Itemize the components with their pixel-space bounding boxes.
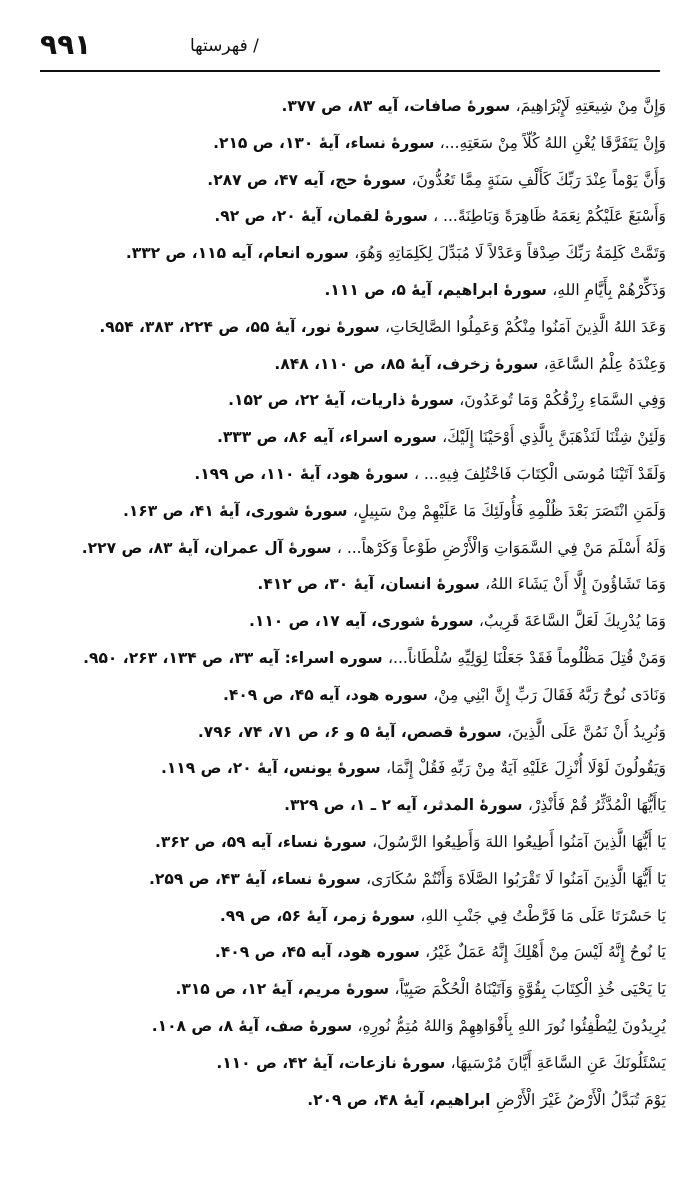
verse-text: وَنَادَى نُوحٌ رَبَّهُ فَقَالَ رَبِّ إِنَّ ابْنِي مِنْ، <box>433 685 666 704</box>
verse-text: يَا أَيُّهَا الَّذِينَ آمَنُوا أَطِيعُوا اللهَ وَأَطِيعُوا الرَّسُولَ، <box>372 832 666 851</box>
index-entry <box>56 824 666 861</box>
verse-reference: سوره هود، آیه ۴۵، ص ۴۰۹. <box>222 685 434 704</box>
index-entry <box>56 1082 666 1119</box>
verse-text: وَنُرِيدُ أَنْ نَمُنَّ عَلَى الَّذِينَ، <box>507 722 666 741</box>
verse-reference: سورهٔ مریم، آیهٔ ۱۲، ص ۳۱۵. <box>175 980 395 999</box>
verse-reference: سورهٔ نساء، آیه ۵۹، ص ۳۶۲. <box>154 832 373 851</box>
verse-reference: سوره انعام، آیه ۱۱۵، ص ۳۳۲. <box>125 244 355 263</box>
index-entry <box>56 787 666 824</box>
index-entry <box>56 861 666 898</box>
index-entry <box>56 456 666 493</box>
verse-reference: سورهٔ قصص، آیهٔ ۵ و ۶، ص ۷۱، ۷۴، ۷۹۶. <box>197 722 508 741</box>
index-entry <box>56 677 666 714</box>
verse-text: يَا نُوحُ إِنَّهُ لَيْسَ مِنْ أَهْلِكَ إِنَّهُ عَمَلٌ غَيْرُ، <box>425 943 666 962</box>
verse-text: وَمَا تَشَاؤُونَ إِلَّا أَنْ يَشَاءَ اللهُ، <box>485 575 666 594</box>
index-entry <box>56 382 666 419</box>
verse-reference: سورهٔ نساء، آیهٔ ۴۳، ص ۲۵۹. <box>149 869 367 888</box>
verse-text: يَوْمَ تُبَدَّلُ الْأَرْضُ غَيْرَ الْأَرْضِ <box>495 1090 666 1109</box>
verse-text: وَعِنْدَهُ عِلْمُ السَّاعَةِ، <box>543 354 666 373</box>
verse-reference: ابراهیم، آیهٔ ۴۸، ص ۲۰۹. <box>307 1090 496 1109</box>
verse-reference: سورهٔ زمر، آیهٔ ۵۶، ص ۹۹. <box>219 906 421 925</box>
verse-text: وَأَنَّ يَوْماً عِنْدَ رَبِّكَ كَأَلْفِ سَنَةٍ مِمَّا تَعُدُّونَ، <box>411 170 666 189</box>
index-entry <box>56 162 666 199</box>
index-entry <box>56 714 666 751</box>
verse-text: وَمَا يُدْرِيكَ لَعَلَّ السَّاعَةَ قَرِيبٌ، <box>478 612 666 631</box>
verse-reference: سورهٔ نازعات، آیهٔ ۴۲، ص ۱۱۰. <box>216 1053 451 1072</box>
verse-text: وَلَقَدْ آتَيْنَا مُوسَى الْكِتَابَ فَاخْتُلِفَ فِيهِ... ، <box>414 464 666 483</box>
verse-text: وَلَهُ أَسْلَمَ مَنْ فِي السَّمَوَاتِ وَالْأَرْضِ طَوْعاً وَكَرْهاً... ، <box>336 538 666 557</box>
verse-text: وَلَئِنْ شِئْنَا لَنَذْهَبَنَّ بِالَّذِي أَوْحَيْنَا إِلَيْكَ، <box>442 428 666 447</box>
verse-reference: سورهٔ نور، آیهٔ ۵۵، ص ۲۲۴، ۳۸۳، ۹۵۴. <box>99 317 385 336</box>
verse-reference: سورهٔ نساء، آیهٔ ۱۳۰، ص ۲۱۵. <box>213 133 440 152</box>
index-entry <box>56 898 666 935</box>
index-entry <box>56 530 666 567</box>
index-entry <box>56 88 666 125</box>
index-entry <box>56 346 666 383</box>
page-header <box>40 28 660 64</box>
verse-index-list <box>56 88 666 1118</box>
verse-text: يَا حَسْرَتَا عَلَى مَا فَرَّطْتُ فِي جَنْبِ اللهِ، <box>420 906 666 925</box>
verse-text: وَيَقُولُونَ لَوْلَا أُنْزِلَ عَلَيْهِ آيَةٌ مِنْ رَبِّهِ فَقُلْ إِنَّمَا، <box>386 759 666 778</box>
verse-reference: سورهٔ صافات، آیه ۸۳، ص ۳۷۷. <box>281 97 516 115</box>
index-entry <box>56 971 666 1008</box>
index-entry <box>56 750 666 787</box>
verse-reference: سورهٔ ذاریات، آیهٔ ۲۲، ص ۱۵۲. <box>228 391 460 410</box>
verse-reference: سورهٔ هود، آیهٔ ۱۱۰، ص ۱۹۹. <box>194 464 414 483</box>
index-entry <box>56 419 666 456</box>
verse-reference: سورهٔ ابراهیم، آیهٔ ۵، ص ۱۱۱. <box>324 280 553 299</box>
index-entry <box>56 1045 666 1082</box>
verse-text: وَمَنْ قُتِلَ مَظْلُوماً فَقَدْ جَعَلْنَا لِوَلِيِّهِ سُلْطَاناً...، <box>388 648 666 667</box>
verse-reference: سورهٔ صف، آیهٔ ۸، ص ۱۰۸. <box>151 1016 358 1035</box>
index-entry <box>56 235 666 272</box>
verse-reference: سوره هود، آیه ۴۵، ص ۴۰۹. <box>214 943 426 962</box>
index-entry <box>56 493 666 530</box>
verse-text: وَذَكِّرْهُمْ بِأَيَّامِ اللهِ، <box>552 280 666 299</box>
index-entry <box>56 198 666 235</box>
verse-reference: سورهٔ شوری، آیه ۱۷، ص ۱۱۰. <box>249 612 479 631</box>
verse-text: وَلَمَنِ انْتَصَرَ بَعْدَ ظُلْمِهِ فَأُولَئِكَ مَا عَلَيْهِمْ مِنْ سَبِيلٍ، <box>352 501 666 520</box>
index-entry <box>56 934 666 971</box>
index-entry <box>56 566 666 603</box>
verse-text: وَأَسْبَغَ عَلَيْكُمْ نِعَمَهُ ظَاهِرَةً وَبَاطِنَةً... ، <box>433 207 666 226</box>
index-entry <box>56 125 666 162</box>
verse-text: يَسْئَلُونَكَ عَنِ السَّاعَةِ أَيَّانَ مُرْسَيهَا، <box>450 1053 666 1072</box>
verse-text: وَتَمَّتْ كَلِمَةُ رَبِّكَ صِدْقاً وَعَدْلاً لَا مُبَدِّلَ لِكَلِمَاتِهِ وَهُوَ، <box>354 244 666 263</box>
verse-text: يَاأَيُّهَا الْمُدَّثِّرُ قُمْ فَأَنْذِرْ، <box>527 796 666 815</box>
verse-text: وَفِي السَّمَاءِ رِزْقُكُمْ وَمَا تُوعَدُونَ، <box>459 391 666 410</box>
index-entry <box>56 309 666 346</box>
verse-text: يَا أَيُّهَا الَّذِينَ آمَنُوا لَا تَقْرَبُوا الصَّلَاةَ وَأَنْتُمْ سُكَارَى، <box>366 869 666 888</box>
index-entry <box>56 272 666 309</box>
verse-reference: سوره اسراء: آیه ۳۳، ص ۱۳۴، ۲۶۳، ۹۵۰. <box>83 648 389 667</box>
verse-reference: سورهٔ لقمان، آیهٔ ۲۰، ص ۹۲. <box>214 207 434 226</box>
index-entry <box>56 640 666 677</box>
header-divider <box>40 70 660 72</box>
verse-reference: سوره اسراء، آیه ۸۶، ص ۳۳۳. <box>216 428 443 447</box>
page-number: ۹۹۱ <box>40 28 92 61</box>
verse-text: وَإِنَّ مِنْ شِيعَتِهِ لَإِبْرَاهِيمَ، <box>515 97 666 115</box>
verse-text: يَا يَحْيَى خُذِ الْكِتَابَ بِقُوَّةٍ وَآتَيْنَاهُ الْحُكْمَ صَبِيّاً، <box>394 980 666 999</box>
verse-reference: سورهٔ انسان، آیهٔ ۳۰، ص ۴۱۲. <box>257 575 486 594</box>
verse-text: وَإِنْ يَتَفَرَّقَا يُغْنِ اللهُ كُلّاً مِنْ سَعَتِهِ...، <box>439 133 666 152</box>
index-entry <box>56 603 666 640</box>
running-title: / فهرستها <box>190 36 259 56</box>
verse-text: يُرِيدُونَ لِيُطْفِئُوا نُورَ اللهِ بِأَفْوَاهِهِمْ وَاللهُ مُتِمُّ نُورِهِ، <box>357 1016 666 1035</box>
verse-reference: سورهٔ زخرف، آیهٔ ۸۵، ص ۱۱۰، ۸۴۸. <box>274 354 544 373</box>
verse-reference: سورهٔ شوری، آیهٔ ۴۱، ص ۱۶۳. <box>122 501 353 520</box>
index-entry <box>56 1008 666 1045</box>
verse-text: وَعَدَ اللهُ الَّذِينَ آمَنُوا مِنْكُمْ وَعَمِلُوا الصَّالِحَاتِ، <box>384 317 666 336</box>
verse-reference: سورهٔ المدثر، آیه ۲ ـ ۱، ص ۳۲۹. <box>284 796 528 815</box>
verse-reference: سورهٔ یونس، آیهٔ ۲۰، ص ۱۱۹. <box>160 759 387 778</box>
verse-reference: سورهٔ حج، آیه ۴۷، ص ۲۸۷. <box>207 170 412 189</box>
verse-reference: سورهٔ آل عمران، آیهٔ ۸۳، ص ۲۲۷. <box>81 538 337 557</box>
